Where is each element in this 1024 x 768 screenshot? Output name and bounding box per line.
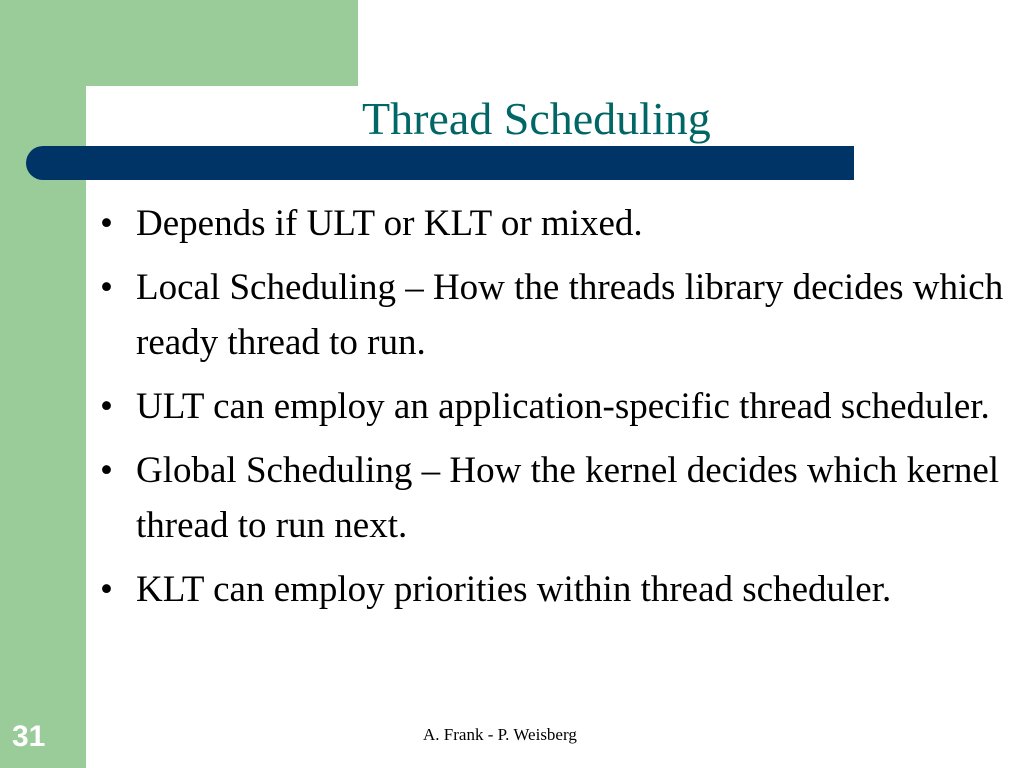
bullet-item xyxy=(100,443,1010,553)
bullet-list xyxy=(100,196,1010,626)
title-underline-bar xyxy=(26,146,854,180)
bullet-icon: • xyxy=(100,386,113,427)
bullet-text: Local Scheduling – How the threads library decides which ready thread to run. xyxy=(136,267,1004,363)
bullet-text: KLT can employ priorities within thread scheduler. xyxy=(136,569,892,610)
bullet-text: Global Scheduling – How the kernel decides which kernel thread to run next. xyxy=(136,450,1000,546)
slide-title: Thread Scheduling xyxy=(362,93,711,144)
bullet-item xyxy=(100,379,1010,434)
bullet-text: Depends if ULT or KLT or mixed. xyxy=(136,203,643,244)
footer-author: A. Frank - P. Weisberg xyxy=(423,725,577,744)
top-green-block xyxy=(0,0,358,86)
bullet-item xyxy=(100,562,1010,617)
bullet-text: ULT can employ an application-specific thread scheduler. xyxy=(136,386,990,427)
bullet-item xyxy=(100,196,1010,251)
slide-number: 31 xyxy=(12,720,46,753)
bullet-icon: • xyxy=(100,267,113,308)
bullet-icon: • xyxy=(100,569,113,610)
left-green-strip xyxy=(0,0,86,768)
bullet-item xyxy=(100,260,1010,370)
bullet-icon: • xyxy=(100,203,113,244)
bullet-icon: • xyxy=(100,450,113,491)
